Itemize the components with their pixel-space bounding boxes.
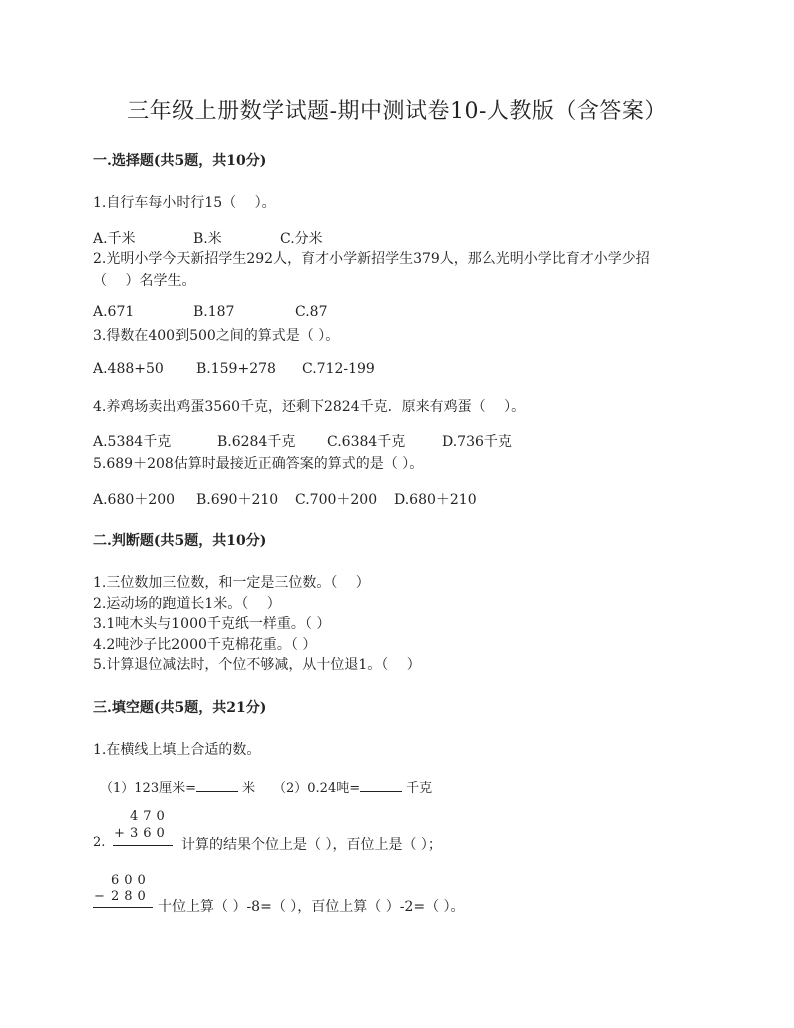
- option: C.分米: [280, 231, 323, 247]
- question-text: 4.养鸡场卖出鸡蛋3560千克，还剩下2824千克．原来有鸡蛋（ ）。: [93, 399, 526, 415]
- statement: 5.计算退位减法时，个位不够减，从十位退1。（ ）: [93, 657, 421, 673]
- option: A.千米: [93, 231, 136, 247]
- fill-in-prefix: （1）123厘米=: [100, 781, 196, 796]
- statement: 3.1吨木头与1000千克纸一样重。（ ）: [93, 616, 331, 632]
- section-heading-judgement: 二.判断题(共5题，共10分): [93, 533, 267, 549]
- option: A.488+50: [93, 361, 164, 377]
- option: C.87: [295, 304, 328, 320]
- subtrahend: 280: [111, 889, 151, 904]
- option: A.5384千克: [93, 434, 172, 450]
- page-title: 三年级上册数学试题-期中测试卷10-人教版（含答案）: [127, 99, 667, 124]
- option: B.690＋210: [196, 492, 279, 508]
- plus-sign: +: [114, 826, 130, 841]
- option: B.6284千克: [217, 434, 296, 450]
- question-text-continued: （ ）名学生。: [93, 273, 196, 289]
- option: D.736千克: [442, 434, 512, 450]
- section-heading-choice: 一.选择题(共5题，共10分): [93, 153, 267, 169]
- sum-line: [113, 845, 173, 846]
- fill-in-item-2: [273, 777, 432, 796]
- question-text: 3.得数在400到500之间的算式是（ ）。: [93, 328, 340, 344]
- addend-top: 470: [130, 809, 170, 824]
- option: B.187: [193, 304, 235, 320]
- minuend: 600: [111, 873, 151, 888]
- answer-blank[interactable]: [196, 779, 238, 792]
- section-heading-fill-in: 三.填空题(共5题，共21分): [93, 700, 267, 716]
- unit-label: 千克: [406, 781, 433, 796]
- difference-line: [93, 907, 153, 908]
- option: C.6384千克: [327, 434, 406, 450]
- question-text: 计算的结果个位上是（ ），百位上是（ ）；: [181, 837, 442, 853]
- question-text: 5.689＋208估算时最接近正确答案的算式的是（ ）。: [93, 456, 424, 472]
- option: B.159+278: [196, 361, 276, 377]
- unit-label: 米: [241, 781, 255, 796]
- question-number: 2.: [93, 835, 106, 850]
- question-text: 2.光明小学今天新招学生292人，育才小学新招学生379人，那么光明小学比育才小学少招: [93, 251, 650, 267]
- fill-in-item-1: [100, 777, 255, 796]
- option: D.680＋210: [394, 492, 477, 508]
- question-text: 1.自行车每小时行15（ ）。: [93, 195, 276, 211]
- question-text: 十位上算（ ）-8=（ ），百位上算（ ）-2=（ ）。: [158, 899, 465, 915]
- option: C.700＋200: [295, 492, 378, 508]
- fill-in-prefix: （2）0.24吨=: [273, 781, 361, 796]
- option: C.712-199: [302, 361, 375, 377]
- answer-blank[interactable]: [360, 779, 402, 792]
- option: B.米: [193, 231, 222, 247]
- statement: 1.三位数加三位数，和一定是三位数。（ ）: [93, 575, 370, 591]
- option: A.671: [93, 304, 135, 320]
- statement: 2.运动场的跑道长1米。（ ）: [93, 596, 281, 612]
- option: A.680＋200: [93, 492, 176, 508]
- addend-bottom: 360: [130, 826, 170, 841]
- question-text: 1.在横线上填上合适的数。: [93, 742, 261, 758]
- statement: 4.2吨沙子比2000千克棉花重。（ ）: [93, 637, 317, 653]
- minus-sign: −: [94, 889, 110, 904]
